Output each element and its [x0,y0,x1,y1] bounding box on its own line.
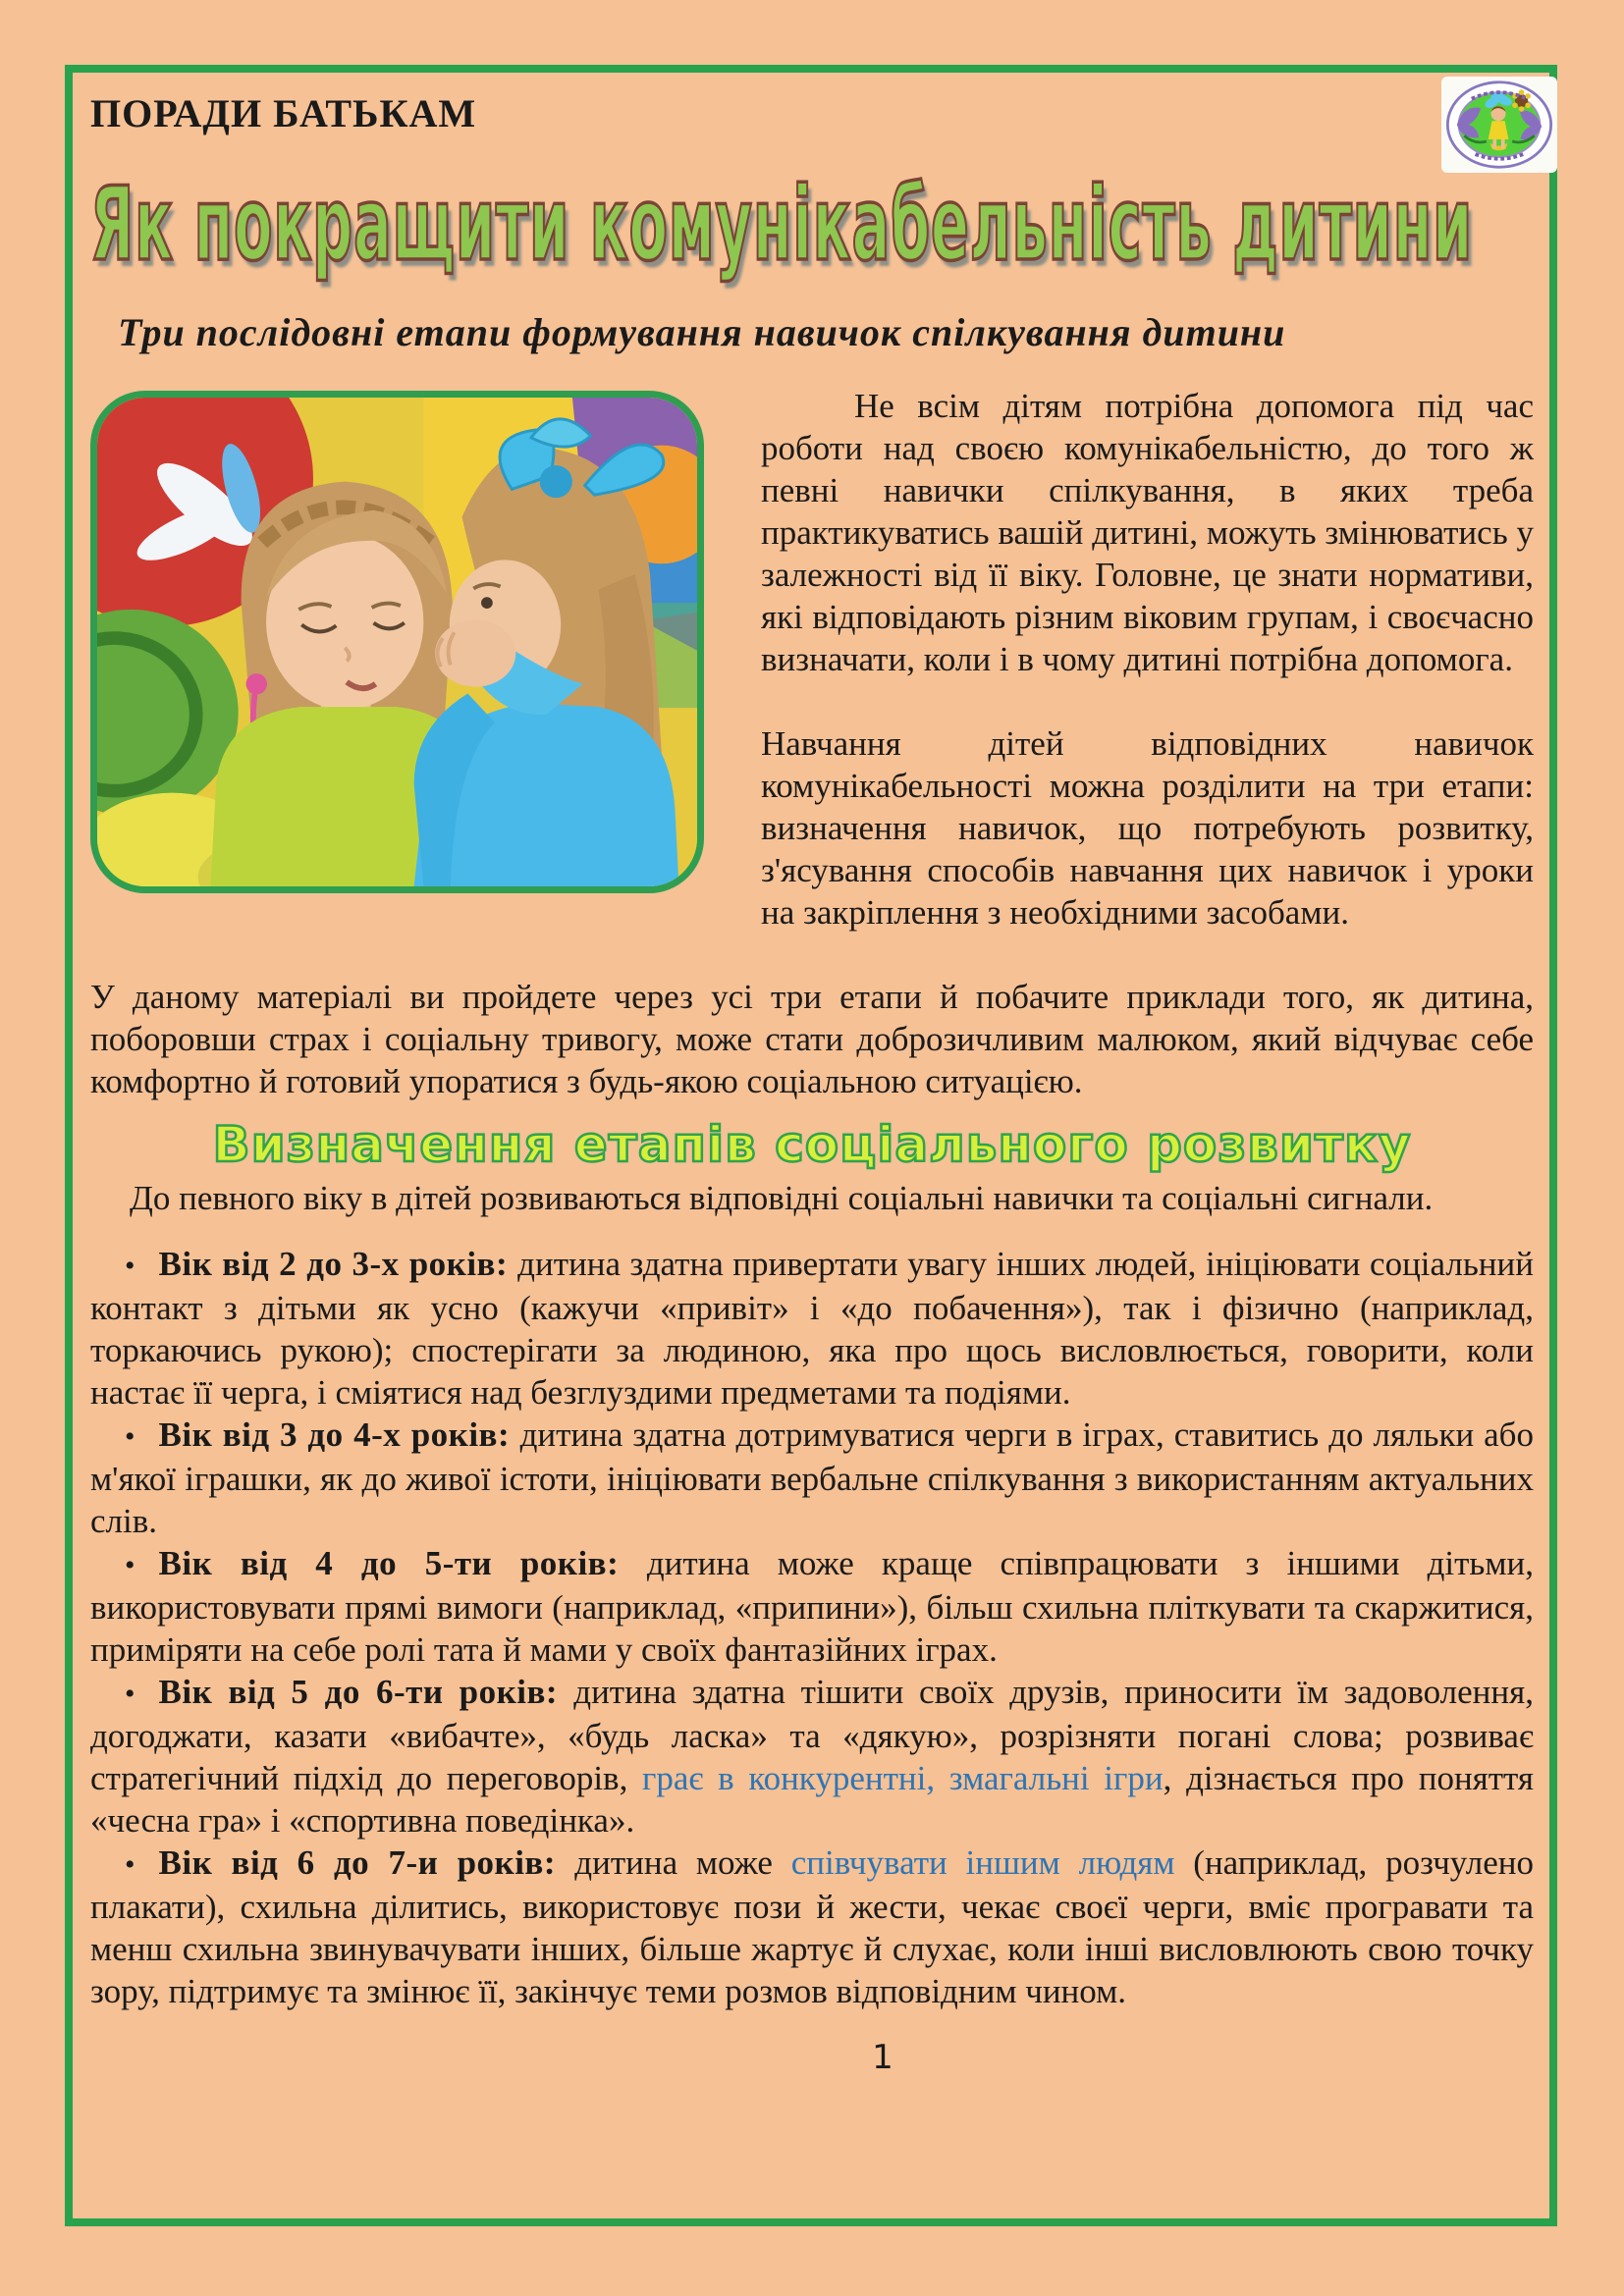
bullet-segment: (наприклад, розчулено плакати), схильна ділитись, використовує пози й жести, чекає своєї черги, вміє програвати та менш схильна звинувачувати інших, більше жартує й слухає, коли інші висловлюють свою точку зору, підтримує та змінює її, закінчує теми розмов відповідним чином. [90,1843,1534,2010]
paragraph-1: Не всім дітям потрібна допомога під час роботи над своєю комунікабельністю, до того ж певні навички спілкування, в яких треба практикуватись вашій дитині, можуть змінюватись у залежності від її віку. Головне, це знати нормативи, які відповідають різним віковим групам, і своєчасно визначати, коли і в чому дитині потрібна допомога. [761,387,1534,678]
bullet-dot-icon: • [125,1678,135,1710]
paragraph-2: Навчання дітей відповідних навичок комунікабельності можна розділити на три етапи: визначення навичок, що потребують розвитку, з'ясування способів навчання цих навичок і уроки на закріплення з необхідними засобами. [761,724,1534,932]
kindergarten-logo-icon [1443,79,1555,171]
linked-text[interactable]: грає в конкурентні, змагальні ігри [642,1759,1164,1797]
bullet-label: Вік від 6 до 7-и років: [158,1843,575,1882]
page-frame [65,65,1557,2226]
bullet-segment: , дізнається про поняття «чесна гра» і «спортивна поведінка». [90,1759,1534,1840]
bullet-dot-icon: • [125,1420,135,1453]
bullet-label: Вік від 2 до 3-х років: [158,1245,518,1283]
bullet-segment: дитина здатна привертати увагу інших людей, ініціювати соціальний контакт з дітьми як усно (кажучи «привіт» і «до побачення»), так і фізично (наприклад, торкаючись рукою); спостерігати за людиною, яка про щось висловлюється, говорити, коли настає її черга, і сміятися над безглуздими предметами та подіями. [90,1245,1534,1412]
section-intro: До певного віку в дітей розвиваються відповідні соціальні навички та соціальні сигнали. [130,1179,1434,1217]
main-title: Як покращити комунікабельність дитини [90,164,1474,284]
bullet-item [90,1542,1534,1671]
section-heading: Визначення етапів соціального розвитку [212,1116,1412,1173]
bullet-segment: дитина здатна тішити своїх друзів, приносити їм задоволення, догоджати, казати «вибачте», «будь ласка» та «дякую», розрізняти погані слова; розвиває стратегічний підхід до переговорів, [90,1673,1534,1797]
bullet-item [90,1243,1534,1414]
children-whispering-photo [90,391,704,893]
bullet-dot-icon: • [125,1250,135,1282]
page-header: ПОРАДИ БАТЬКАМ [90,91,477,135]
bullet-item [90,1842,1534,2012]
subtitle: Три послідовні етапи формування навичок спілкування дитини [118,310,1286,354]
page-number: 1 [872,2038,893,2077]
bullet-segment: дитина здатна дотримуватися черги в іграх, ставитись до ляльки або м'якої іграшки, як до живої істоти, ініціювати вербальне спілкування з використанням актуальних слів. [90,1415,1534,1540]
bullet-label: Вік від 3 до 4-х років: [158,1415,520,1454]
kindergarten-logo [1441,77,1557,173]
main-title-wrap [90,164,1534,294]
linked-text[interactable]: співчувати іншим людям [790,1843,1175,1882]
intro-section [90,385,1534,1102]
bullet-list [90,1243,1534,2012]
bullet-item [90,1414,1534,1542]
bullet-dot-icon: • [125,1549,135,1581]
bullet-segment: дитина може [574,1843,791,1882]
bullet-segment: дитина може краще співпрацювати з іншими дітьми, використовувати прямі вимоги (наприклад, «припини»), більш схильна пліткувати та скаржитися, приміряти на себе ролі тата й мами у своїх фантазійних іграх. [90,1544,1534,1669]
children-whispering-illustration [97,398,697,886]
bullet-dot-icon: • [125,1848,135,1881]
bullet-label: Вік від 5 до 6-ти років: [158,1673,574,1711]
bullet-label: Вік від 4 до 5-ти років: [158,1544,647,1582]
paragraph-3: У даному матеріалі ви пройдете через усі три етапи й побачите приклади того, як дитина, поборовши страх і соціальну тривогу, може стати доброзичливим малюком, який відчуває себе комфортно й готовий упоратися з будь-якою соціальною ситуацією. [90,978,1534,1100]
bullet-item [90,1671,1534,1842]
